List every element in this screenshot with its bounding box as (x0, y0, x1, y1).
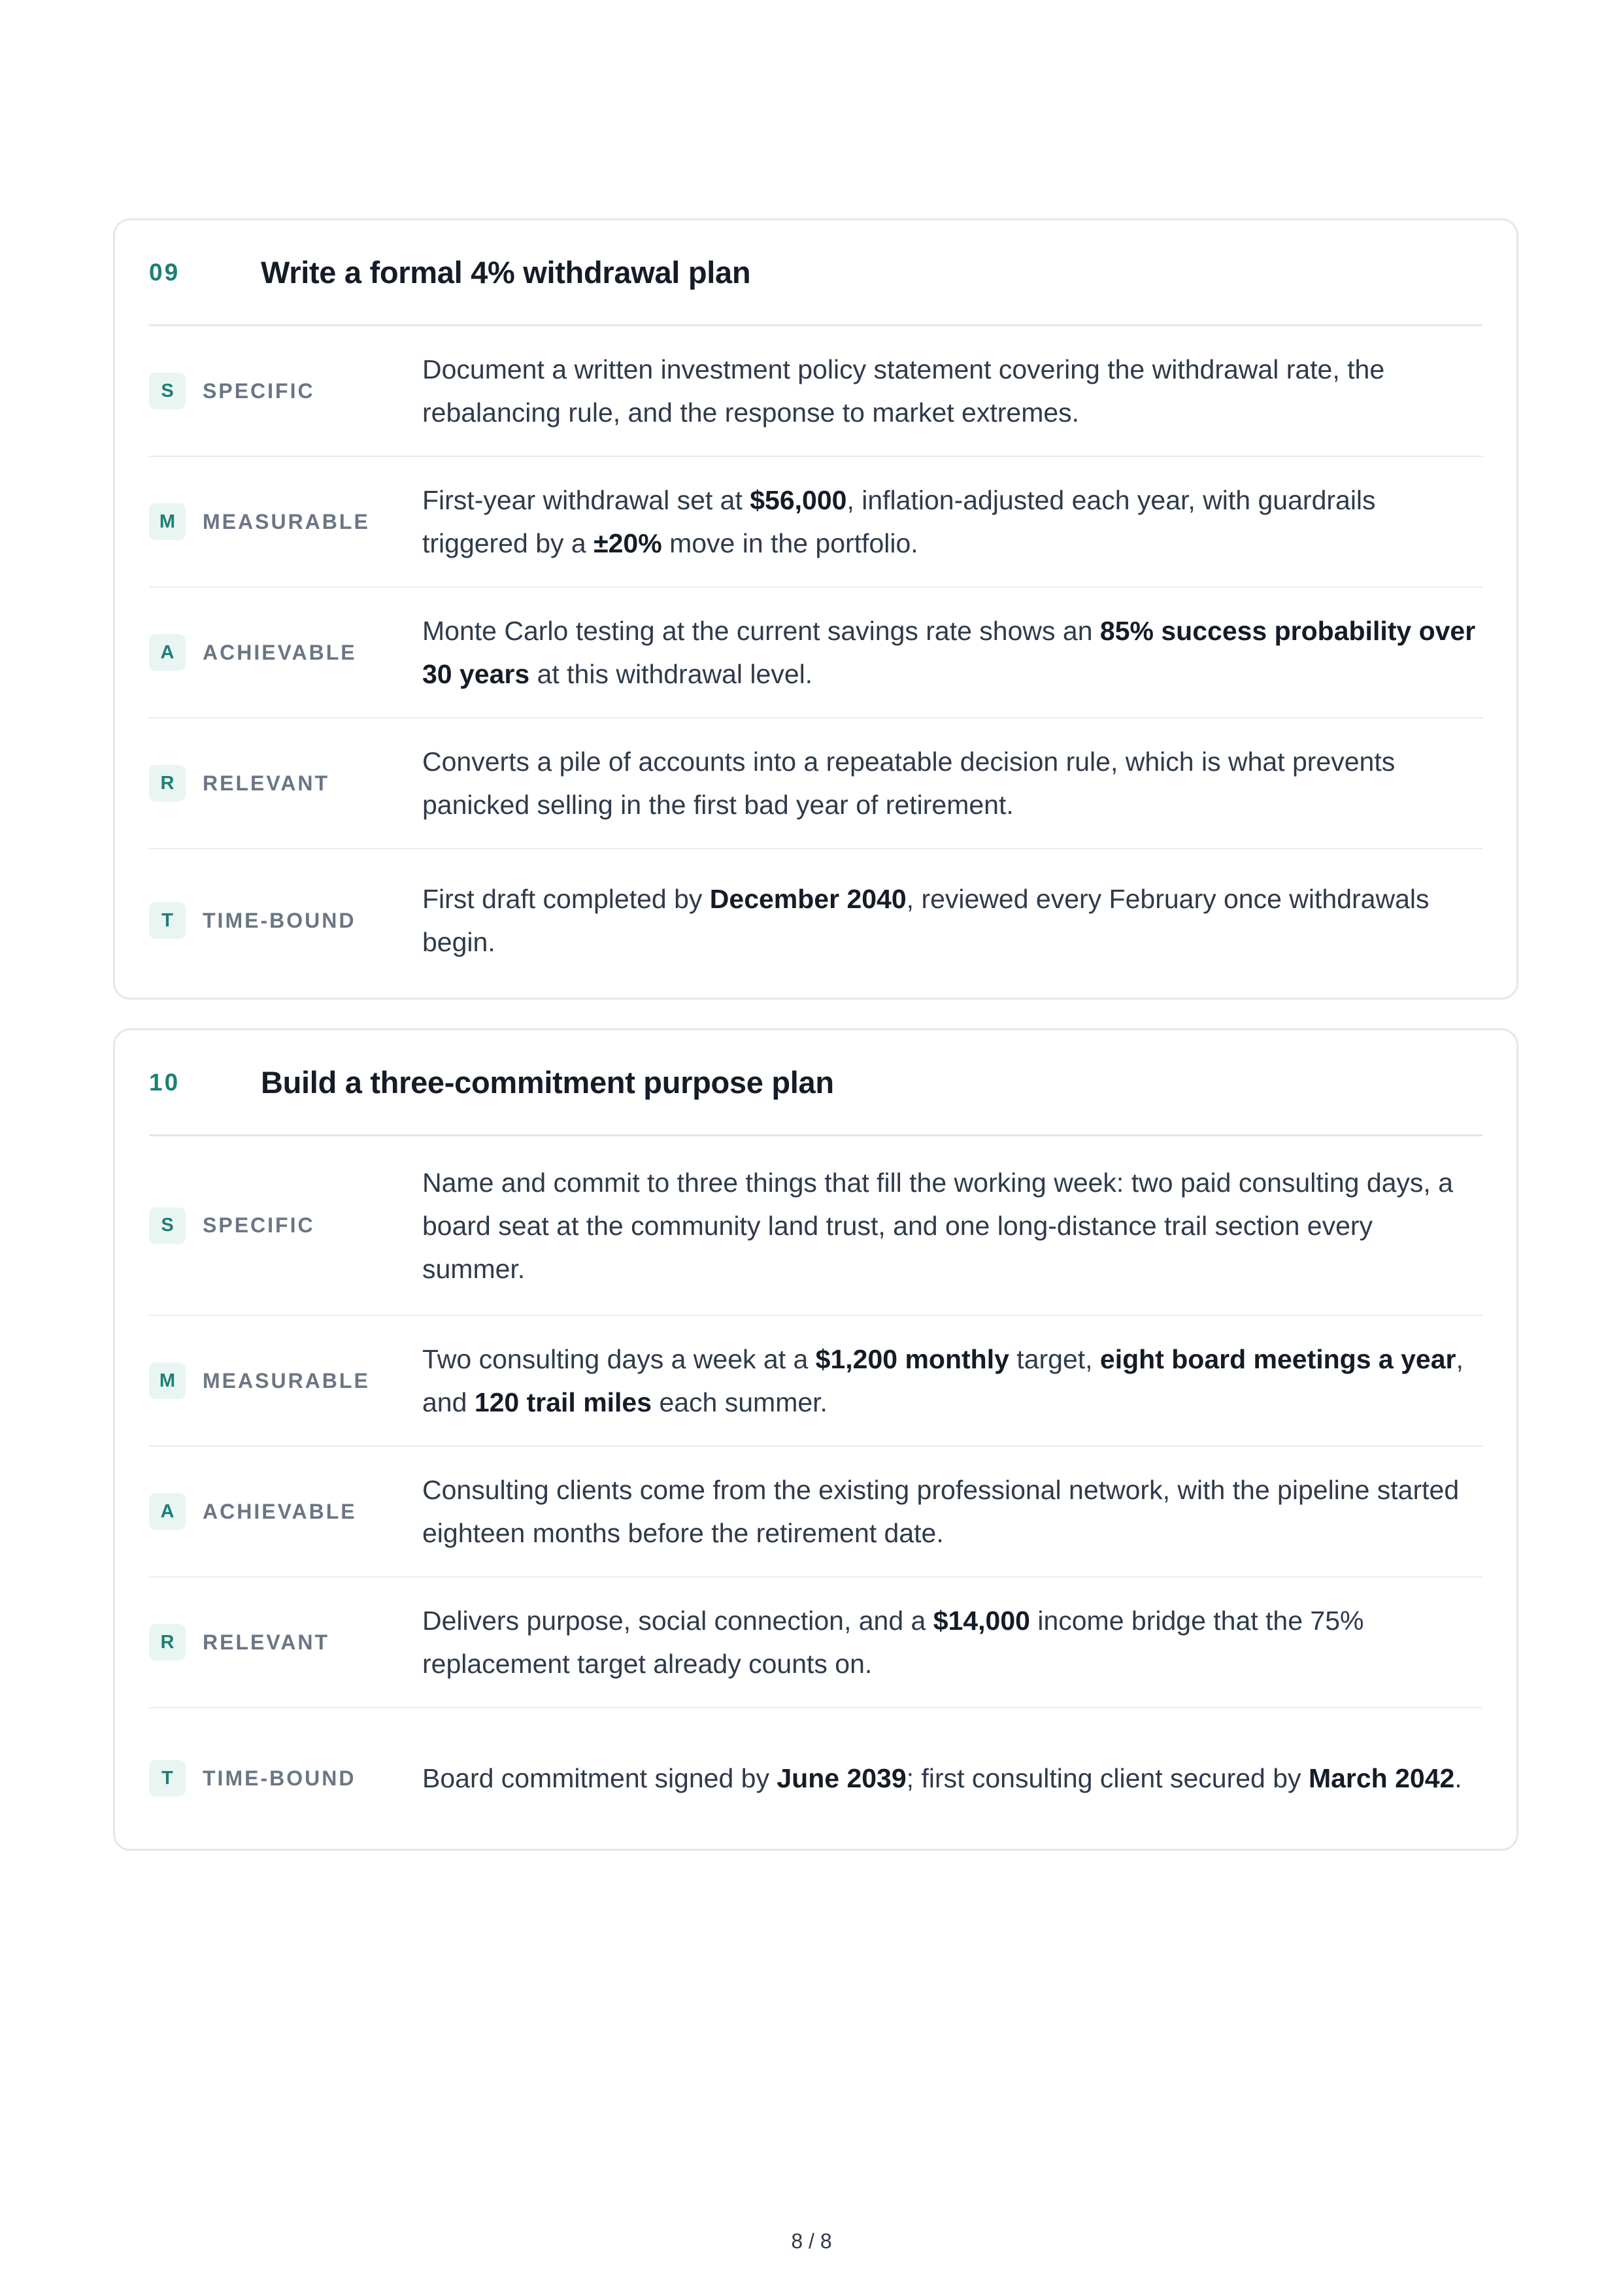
smart-letter-badge: A (149, 1493, 186, 1530)
smart-label: RELEVANT (203, 771, 330, 795)
smart-label: ACHIEVABLE (203, 640, 357, 664)
smart-label: MEASURABLE (203, 1368, 370, 1393)
emphasis-text: eight board meetings a year (1099, 1344, 1456, 1374)
smart-row-specific (149, 326, 1482, 457)
description-text: target, (1009, 1344, 1100, 1374)
smart-description (422, 1161, 1482, 1291)
smart-row-time-bound (149, 849, 1482, 992)
smart-row-time-bound (149, 1708, 1482, 1848)
description-text: , reviewed every February once withdrawals begin. (422, 884, 1430, 957)
goal-title: Write a formal 4% withdrawal plan (261, 255, 751, 290)
smart-label: SPECIFIC (203, 1213, 315, 1237)
smart-letter-badge: M (149, 1362, 186, 1399)
smart-letter-badge: M (149, 503, 186, 540)
smart-letter-badge: T (149, 902, 186, 939)
description-text: at this withdrawal level. (529, 659, 813, 689)
smart-letter-badge: R (149, 765, 186, 802)
description-text: Consulting clients come from the existing professional network, with the pipeline started eighteen months before the retirement date. (422, 1475, 1460, 1548)
smart-letter-badge: S (149, 373, 186, 409)
smart-label: TIME-BOUND (203, 1766, 356, 1790)
goal-number: 09 (149, 258, 180, 286)
smart-row-measurable (149, 457, 1482, 588)
emphasis-text: ±20% (594, 528, 662, 558)
smart-description (422, 877, 1482, 964)
description-text: Monte Carlo testing at the current savings rate shows an (422, 616, 1100, 646)
goal-header (149, 1030, 1482, 1136)
description-text: First draft completed by (422, 884, 710, 914)
smart-description (422, 348, 1482, 434)
smart-letter-badge: R (149, 1624, 186, 1661)
smart-label: MEASURABLE (203, 509, 370, 533)
smart-description (422, 1599, 1482, 1685)
description-text: income bridge that the 75% replacement target already counts on. (422, 1606, 1364, 1679)
smart-row-specific (149, 1136, 1482, 1316)
goal-card (113, 218, 1518, 1000)
smart-letter-badge: T (149, 1760, 186, 1797)
description-text: Converts a pile of accounts into a repeatable decision rule, which is what prevents panicked selling in the first bad year of retirement. (422, 747, 1396, 820)
smart-description (422, 1338, 1482, 1424)
emphasis-text: $56,000 (750, 485, 847, 515)
goal-card (113, 1028, 1518, 1851)
goal-number: 10 (149, 1068, 180, 1096)
emphasis-text: June 2039 (777, 1763, 907, 1793)
smart-description (422, 479, 1482, 565)
description-text: Name and commit to three things that fill the working week: two paid consulting days, a board seat at the community land trust, and one long-distance trail section every summer. (422, 1167, 1454, 1284)
emphasis-text: December 2040 (709, 884, 907, 914)
smart-description (422, 609, 1482, 696)
emphasis-text: 85% success probability over 30 years (422, 616, 1476, 689)
smart-row-relevant (149, 718, 1482, 849)
smart-row-measurable (149, 1316, 1482, 1447)
description-text: , and (422, 1344, 1464, 1417)
description-text: First-year withdrawal set at (422, 485, 750, 515)
description-text: Document a written investment policy statement covering the withdrawal rate, the rebalancing rule, and the response to market extremes. (422, 354, 1385, 428)
emphasis-text: 120 trail miles (474, 1387, 652, 1417)
description-text: each summer. (652, 1387, 828, 1417)
smart-rows (149, 326, 1482, 992)
smart-description (422, 740, 1482, 826)
smart-description (422, 1757, 1482, 1800)
smart-label: RELEVANT (203, 1630, 330, 1654)
description-text: ; first consulting client secured by (906, 1763, 1309, 1793)
description-text: , inflation-adjusted each year, with guardrails triggered by a (422, 485, 1376, 558)
smart-description (422, 1468, 1482, 1555)
description-text: Board commitment signed by (422, 1763, 777, 1793)
smart-row-achievable (149, 588, 1482, 718)
page-number: 8 / 8 (791, 2229, 832, 2253)
smart-row-achievable (149, 1447, 1482, 1578)
goal-title: Build a three-commitment purpose plan (261, 1065, 834, 1100)
description-text: Two consulting days a week at a (422, 1344, 816, 1374)
goal-header (149, 220, 1482, 326)
smart-row-relevant (149, 1578, 1482, 1708)
description-text: . (1454, 1763, 1462, 1793)
emphasis-text: $1,200 monthly (815, 1344, 1009, 1374)
description-text: move in the portfolio. (661, 528, 918, 558)
emphasis-text: March 2042 (1308, 1763, 1455, 1793)
emphasis-text: $14,000 (933, 1606, 1030, 1636)
smart-rows (149, 1136, 1482, 1848)
smart-label: ACHIEVABLE (203, 1499, 357, 1523)
smart-letter-badge: A (149, 634, 186, 671)
smart-letter-badge: S (149, 1207, 186, 1244)
description-text: Delivers purpose, social connection, and a (422, 1606, 933, 1636)
smart-label: TIME-BOUND (203, 908, 356, 932)
smart-label: SPECIFIC (203, 379, 315, 403)
